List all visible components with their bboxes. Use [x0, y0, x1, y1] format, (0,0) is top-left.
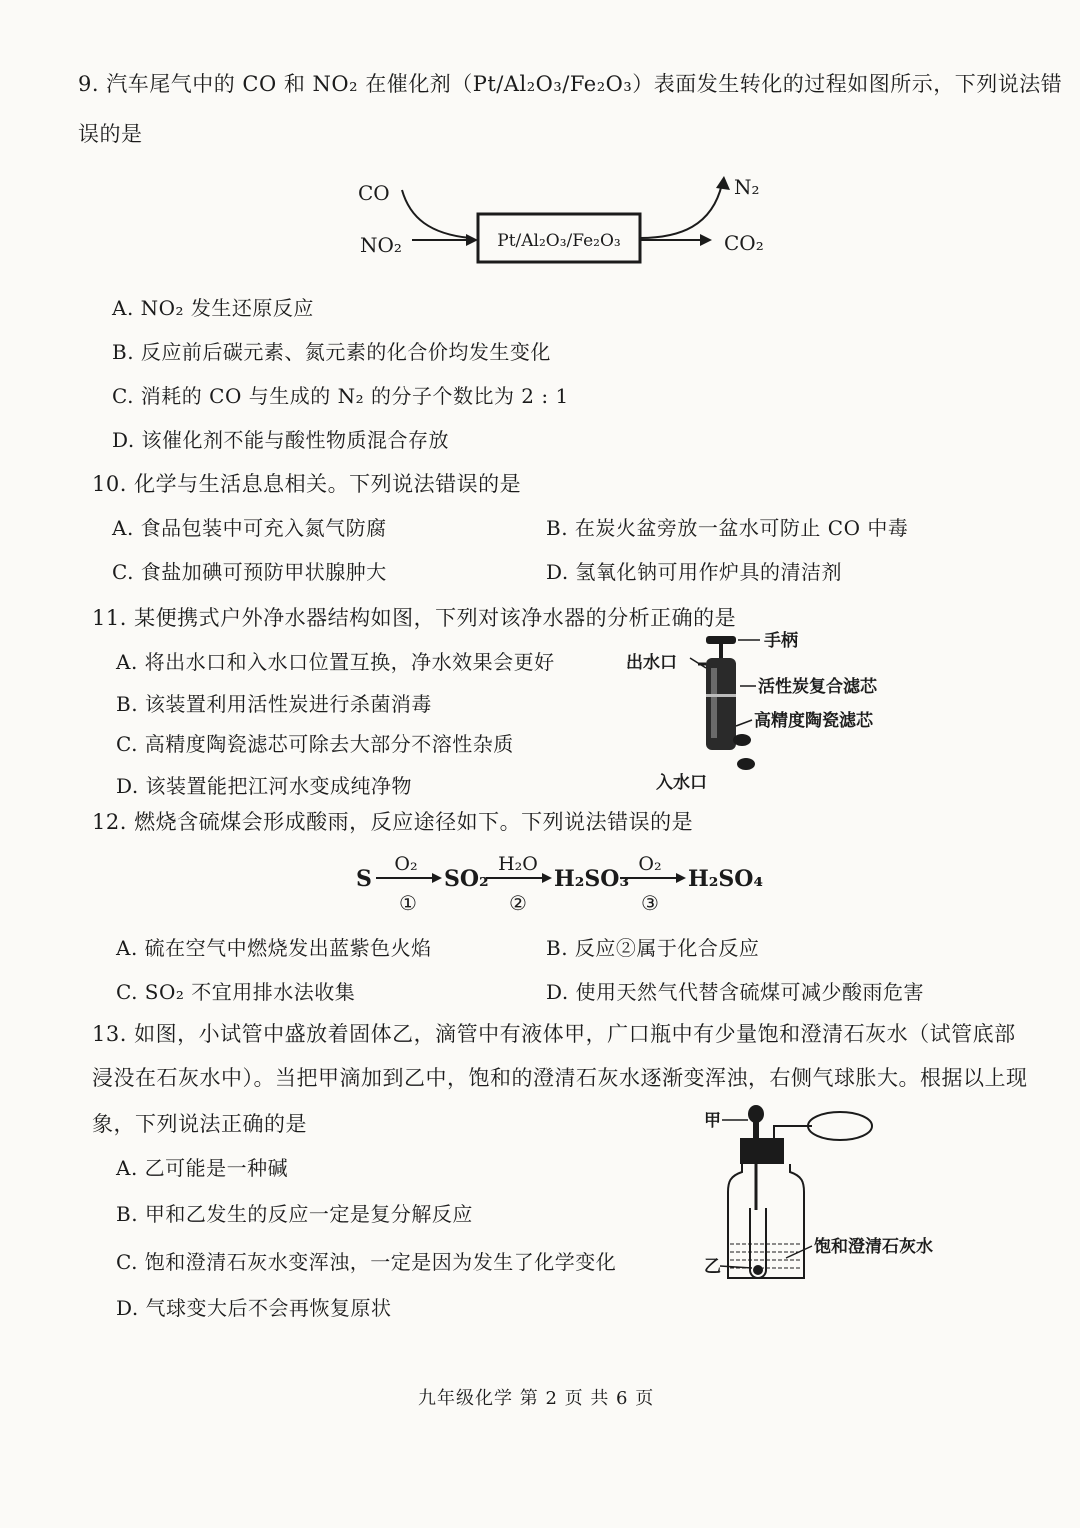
q9-co-arrow [402, 190, 470, 238]
q11-water-purifier-diagram [620, 628, 920, 798]
q13-stem-line3: 象，下列说法正确的是 [92, 1112, 307, 1136]
q13-dropper-bulb [748, 1105, 764, 1123]
q12-s: S [356, 866, 372, 892]
q13-balloon [808, 1112, 872, 1140]
q9-option-b: B. 反应前后碳元素、氮元素的化合价均发生变化 [112, 340, 551, 364]
q10-option-c: C. 食盐加碘可预防甲状腺肿大 [112, 560, 387, 584]
q10-option-b: B. 在炭火盆旁放一盆水可防止 CO 中毒 [546, 516, 909, 540]
q12-step-3: ③ [641, 891, 659, 915]
q9-catalyst-diagram [340, 168, 800, 278]
q9-n2-arrow [640, 184, 722, 238]
q13-option-b: B. 甲和乙发生的反应一定是复分解反应 [116, 1202, 473, 1226]
q9-option-a: A. NO₂ 发生还原反应 [112, 296, 314, 320]
q10-option-d: D. 氢氧化钠可用作炉具的清洁剂 [546, 560, 843, 584]
q9-arrowhead-in [466, 234, 478, 246]
q12-reagent-2: H₂O [498, 853, 538, 875]
page-footer: 九年级化学 第 2 页 共 6 页 [418, 1388, 655, 1409]
q13-label-limewater: 饱和澄清石灰水 [814, 1237, 933, 1257]
q11-option-a: A. 将出水口和入水口位置互换，净水效果会更好 [116, 650, 555, 674]
q11-handle-shape [706, 636, 736, 644]
q9-option-d: D. 该催化剂不能与酸性物质混合存放 [112, 428, 450, 452]
q11-option-b: B. 该装置利用活性炭进行杀菌消毒 [116, 692, 432, 716]
q11-label-outlet: 出水口 [626, 653, 677, 673]
q13-stem-line1: 13. 如图，小试管中盛放着固体乙，滴管中有液体甲，广口瓶中有少量饱和澄清石灰水（试管底部 [92, 1022, 1016, 1046]
q12-so2: SO₂ [444, 866, 489, 892]
q9-stem-line2: 误的是 [78, 122, 143, 146]
q11-option-d: D. 该装置能把江河水变成纯净物 [116, 774, 413, 798]
q12-option-c: C. SO₂ 不宜用排水法收集 [116, 980, 356, 1004]
q9-option-c: C. 消耗的 CO 与生成的 N₂ 的分子个数比为 2 : 1 [112, 384, 569, 408]
q12-step-2: ② [509, 891, 527, 915]
q11-label-handle: 手柄 [764, 631, 798, 651]
q11-stem: 11. 某便携式户外净水器结构如图，下列对该净水器的分析正确的是 [92, 606, 737, 630]
q11-label-carbon: 活性炭复合滤芯 [758, 677, 877, 697]
q11-option-c: C. 高精度陶瓷滤芯可除去大部分不溶性杂质 [116, 732, 514, 756]
q9-arrowhead-n2 [716, 176, 730, 190]
q12-option-d: D. 使用天然气代替含硫煤可减少酸雨危害 [546, 980, 925, 1004]
q12-reaction-scheme [350, 848, 770, 922]
q12-stem: 12. 燃烧含硫煤会形成酸雨，反应途径如下。下列说法错误的是 [92, 810, 694, 834]
q12-reagent-1: O₂ [394, 853, 418, 875]
q12-h2so4: H₂SO₄ [688, 866, 764, 892]
q9-catalyst-label: Pt/Al₂O₃/Fe₂O₃ [497, 231, 621, 251]
q13-stem-line2: 浸没在石灰水中）。当把甲滴加到乙中，饱和的澄清石灰水逐渐变浑浊，右侧气球胀大。根据以上现 [92, 1066, 1028, 1090]
q11-label-ceramic: 高精度陶瓷滤芯 [754, 711, 873, 731]
q13-label-yi: 乙 [704, 1257, 721, 1277]
q13-label-jia: 甲 [704, 1111, 721, 1131]
q11-label-inlet: 入水口 [656, 773, 707, 793]
q13-apparatus-diagram [700, 1100, 940, 1290]
q12-step-1: ① [399, 891, 417, 915]
q9-arrowhead-co2 [700, 234, 712, 246]
q13-option-c: C. 饱和澄清石灰水变浑浊，一定是因为发生了化学变化 [116, 1250, 617, 1274]
q9-output-co2: CO₂ [724, 231, 764, 255]
q13-option-a: A. 乙可能是一种碱 [116, 1156, 289, 1180]
q9-input-no2: NO₂ [360, 233, 402, 257]
q10-stem: 10. 化学与生活息息相关。下列说法错误的是 [92, 472, 522, 496]
q9-output-n2: N₂ [734, 175, 760, 199]
q12-h2so3: H₂SO₃ [554, 866, 630, 892]
q12-option-a: A. 硫在空气中燃烧发出蓝紫色火焰 [116, 936, 432, 960]
q9-stem-line1: 9. 汽车尾气中的 CO 和 NO₂ 在催化剂（Pt/Al₂O₃/Fe₂O₃）表面发生转化的过程如图所示，下列说法错 [78, 72, 1063, 96]
q12-option-b: B. 反应②属于化合反应 [546, 936, 760, 960]
q12-reagent-3: O₂ [638, 853, 662, 875]
q9-input-co: CO [358, 181, 390, 205]
q13-stopper [740, 1138, 784, 1164]
q11-purifier-body [706, 658, 736, 750]
q13-option-d: D. 气球变大后不会再恢复原状 [116, 1296, 392, 1320]
q10-option-a: A. 食品包装中可充入氮气防腐 [112, 516, 387, 540]
